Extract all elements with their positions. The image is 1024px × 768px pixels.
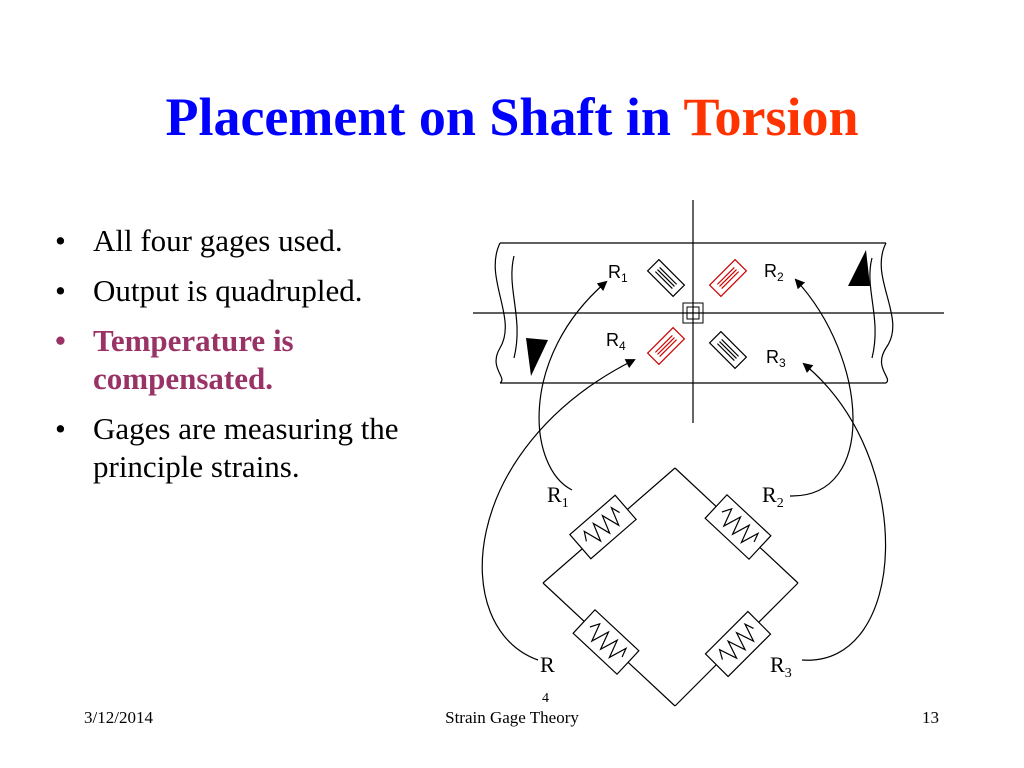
shaft-label-r1: $R_1$ [608, 262, 628, 285]
gage-r3 [710, 332, 747, 369]
arrow-r3 [802, 364, 886, 660]
footer-title: Strain Gage Theory [445, 708, 579, 727]
gage-r4 [648, 328, 685, 365]
bullet-item-highlight [55, 322, 475, 398]
connector-arrows [482, 280, 885, 660]
torque-arrow-right [848, 250, 870, 286]
bullet-item [55, 272, 475, 310]
bridge-resistor-r3 [705, 611, 770, 676]
bullet-list [55, 222, 475, 498]
torque-arrow-left [526, 338, 548, 376]
title-highlight: Torsion [683, 87, 859, 147]
gage-r1 [648, 260, 685, 297]
bullet-item [55, 222, 475, 260]
bridge-resistor-r2 [705, 495, 771, 559]
bridge-resistor-r1 [570, 495, 636, 559]
bullet-dot: • [55, 273, 66, 308]
shaft-label-r4: $R_4$ [606, 330, 626, 353]
bridge-label-r3: $R_3$ [770, 652, 792, 681]
shaft-label-r2: $R_2$ [764, 261, 784, 284]
footer-page-number: 13 [922, 708, 939, 727]
torsion-diagram [468, 198, 968, 708]
bridge-label-r4: R [540, 652, 555, 677]
bullet-text: Output is quadrupled. [93, 273, 363, 308]
bullet-item [55, 410, 475, 486]
bullet-text: All four gages used. [93, 223, 343, 258]
bullet-dot: • [55, 411, 66, 446]
slide-title [0, 82, 1024, 152]
bullet-text: Temperature is compensated. [93, 323, 294, 396]
shaft-label-r3: $R_3$ [766, 347, 786, 370]
shaft [473, 200, 944, 423]
bridge-label-r2: $R_2$ [762, 482, 784, 511]
wheatstone-bridge [543, 468, 798, 706]
footer-date: 3/12/2014 [84, 708, 153, 727]
shaft-right-break-inner [870, 258, 875, 358]
title-text: Placement on Shaft in [165, 87, 684, 147]
shaft-left-break-inner [512, 256, 517, 358]
bridge-label-r1: $R_1$ [547, 482, 569, 511]
bridge-label-r4-sub: 4 [542, 691, 549, 706]
gage-r2 [710, 260, 747, 297]
bullet-text: Gages are measuring the principle strains. [93, 411, 399, 484]
bullet-dot: • [55, 323, 66, 358]
bullet-dot: • [55, 223, 66, 258]
